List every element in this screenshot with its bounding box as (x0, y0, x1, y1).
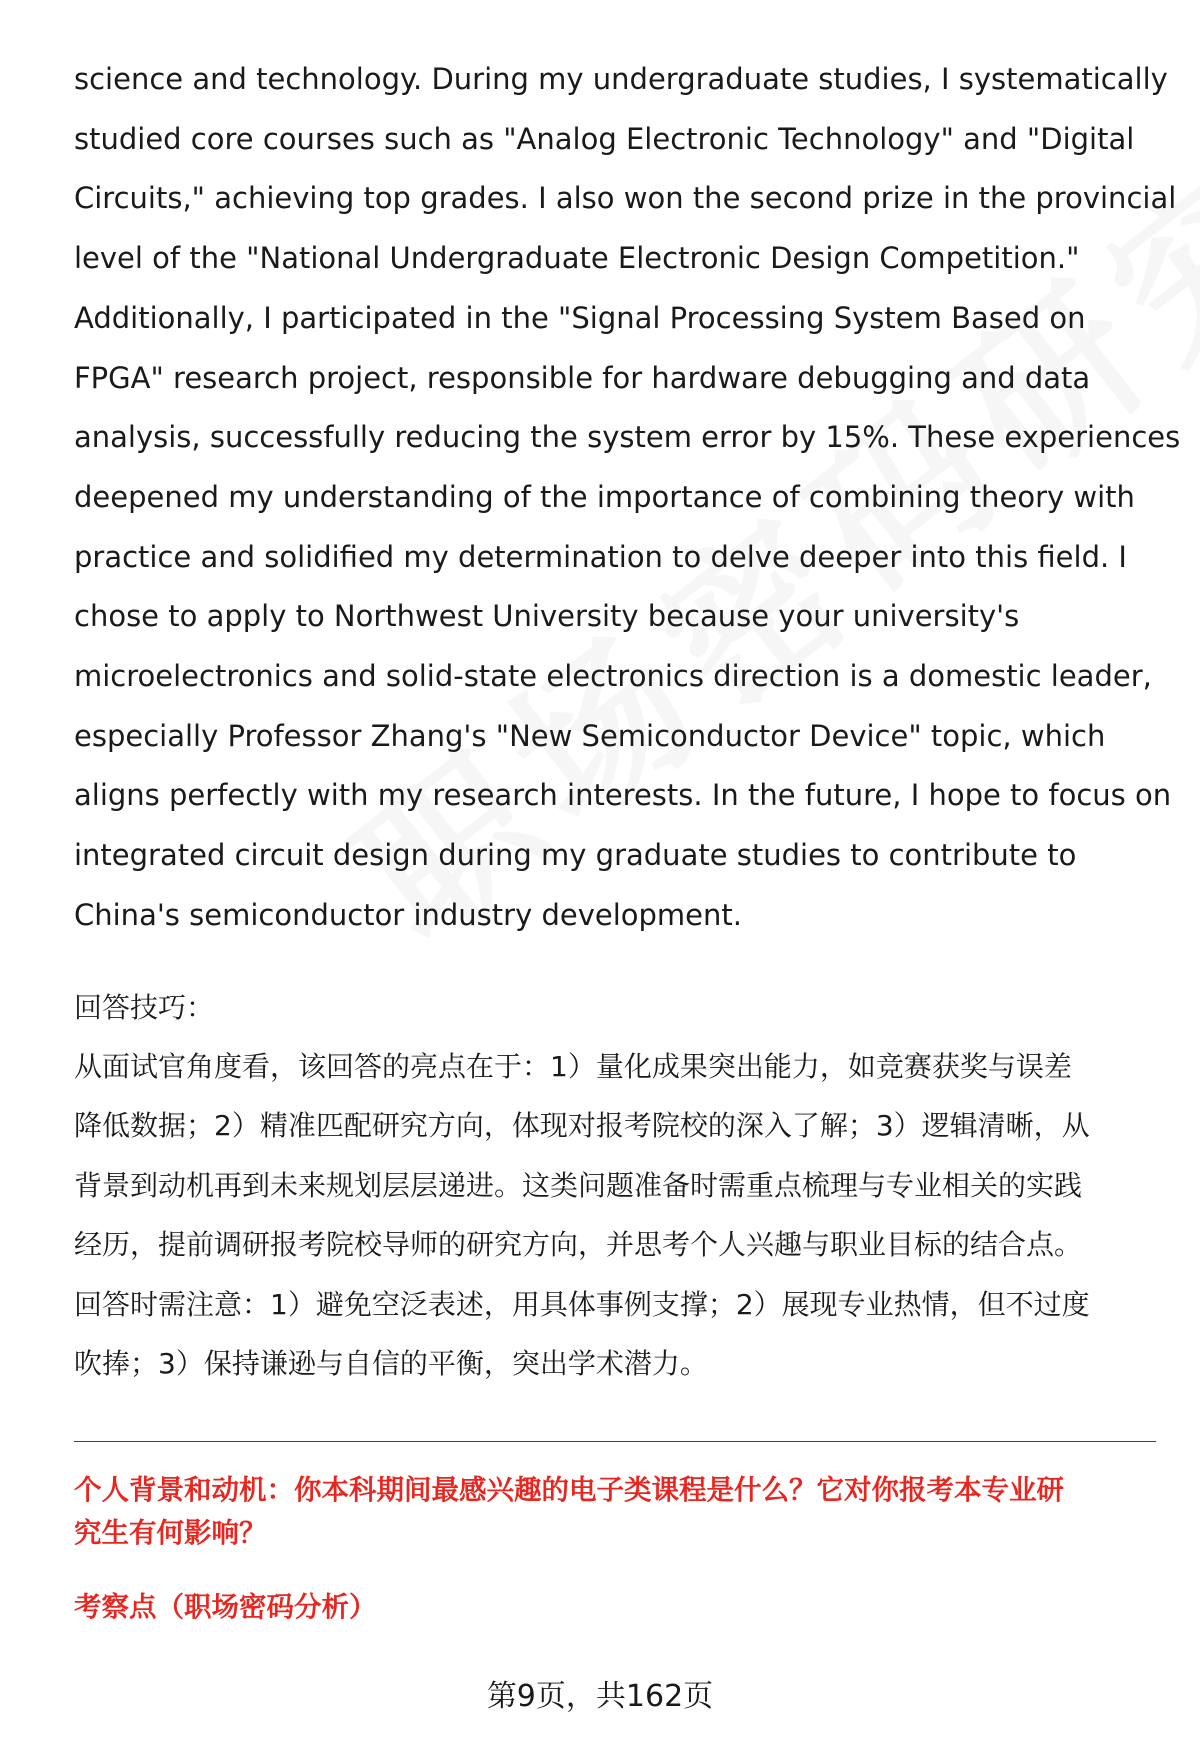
section-divider (74, 1441, 1156, 1442)
answer-tips (74, 979, 1164, 1393)
answer-line: chose to apply to Northwest University because your university's (74, 599, 1020, 634)
answer-line: Additionally, I participated in the "Signal Processing System Based on (74, 300, 1086, 335)
answer-line: FPGA" research project, responsible for hardware debugging and data (74, 360, 1091, 395)
answer-line: practice and solidified my determination to delve deeper into this field. I (74, 539, 1127, 574)
tips-label: 回答技巧： (74, 991, 215, 1024)
tips-line: 降低数据；2）精准匹配研究方向，体现对报考院校的深入了解；3）逻辑清晰，从 (74, 1109, 1090, 1143)
answer-line: science and technology. During my undergraduate studies, I systematically (74, 62, 1168, 96)
question-line: 个人背景和动机：你本科期间最感兴趣的电子类课程是什么？它对你报考本专业研 (74, 1474, 1064, 1506)
question-line: 究生有何影响？ (74, 1517, 267, 1549)
answer-line: integrated circuit design during my graduate studies to contribute to (74, 838, 1077, 873)
page-number: 第9页，共162页 (486, 1679, 714, 1714)
answer-paragraph (74, 50, 1181, 946)
answer-line: level of the "National Undergraduate Electronic Design Competition." (74, 241, 1080, 276)
tips-body (74, 1037, 1164, 1393)
tips-line: 吹捧；3）保持谦逊与自信的平衡，突出学术潜力。 (74, 1347, 708, 1381)
tips-line: 从面试官角度看，该回答的亮点在于：1）量化成果突出能力，如竞赛获奖与误差 (74, 1050, 1072, 1083)
answer-line: aligns perfectly with my research interests. In the future, I hope to focus on (74, 778, 1172, 813)
interview-question (74, 1469, 1164, 1555)
answer-line: China's semiconductor industry development. (74, 897, 742, 932)
tips-line: 回答时需注意：1）避免空泛表述，用具体事例支撑；2）展现专业热情，但不过度 (74, 1287, 1090, 1321)
answer-line: Circuits," achieving top grades. I also won the second prize in the provincial (74, 181, 1177, 216)
answer-line: analysis, successfully reducing the system error by 15%. These experiences (74, 420, 1181, 455)
tips-line: 背景到动机再到未来规划层层递进。这类问题准备时需重点梳理与专业相关的实践 (74, 1168, 1083, 1202)
tips-line: 经历，提前调研报考院校导师的研究方向，并思考个人兴趣与职业目标的结合点。 (74, 1228, 1083, 1262)
answer-line: deepened my understanding of the importance of combining theory with (74, 479, 1135, 514)
answer-line: studied core courses such as "Analog Electronic Technology" and "Digital (74, 121, 1135, 156)
assessment-heading: 考察点（职场密码分析） (74, 1591, 377, 1623)
answer-line: especially Professor Zhang's "New Semiconductor Device" topic, which (74, 718, 1106, 753)
answer-line: microelectronics and solid-state electronics direction is a domestic leader, (74, 659, 1152, 694)
